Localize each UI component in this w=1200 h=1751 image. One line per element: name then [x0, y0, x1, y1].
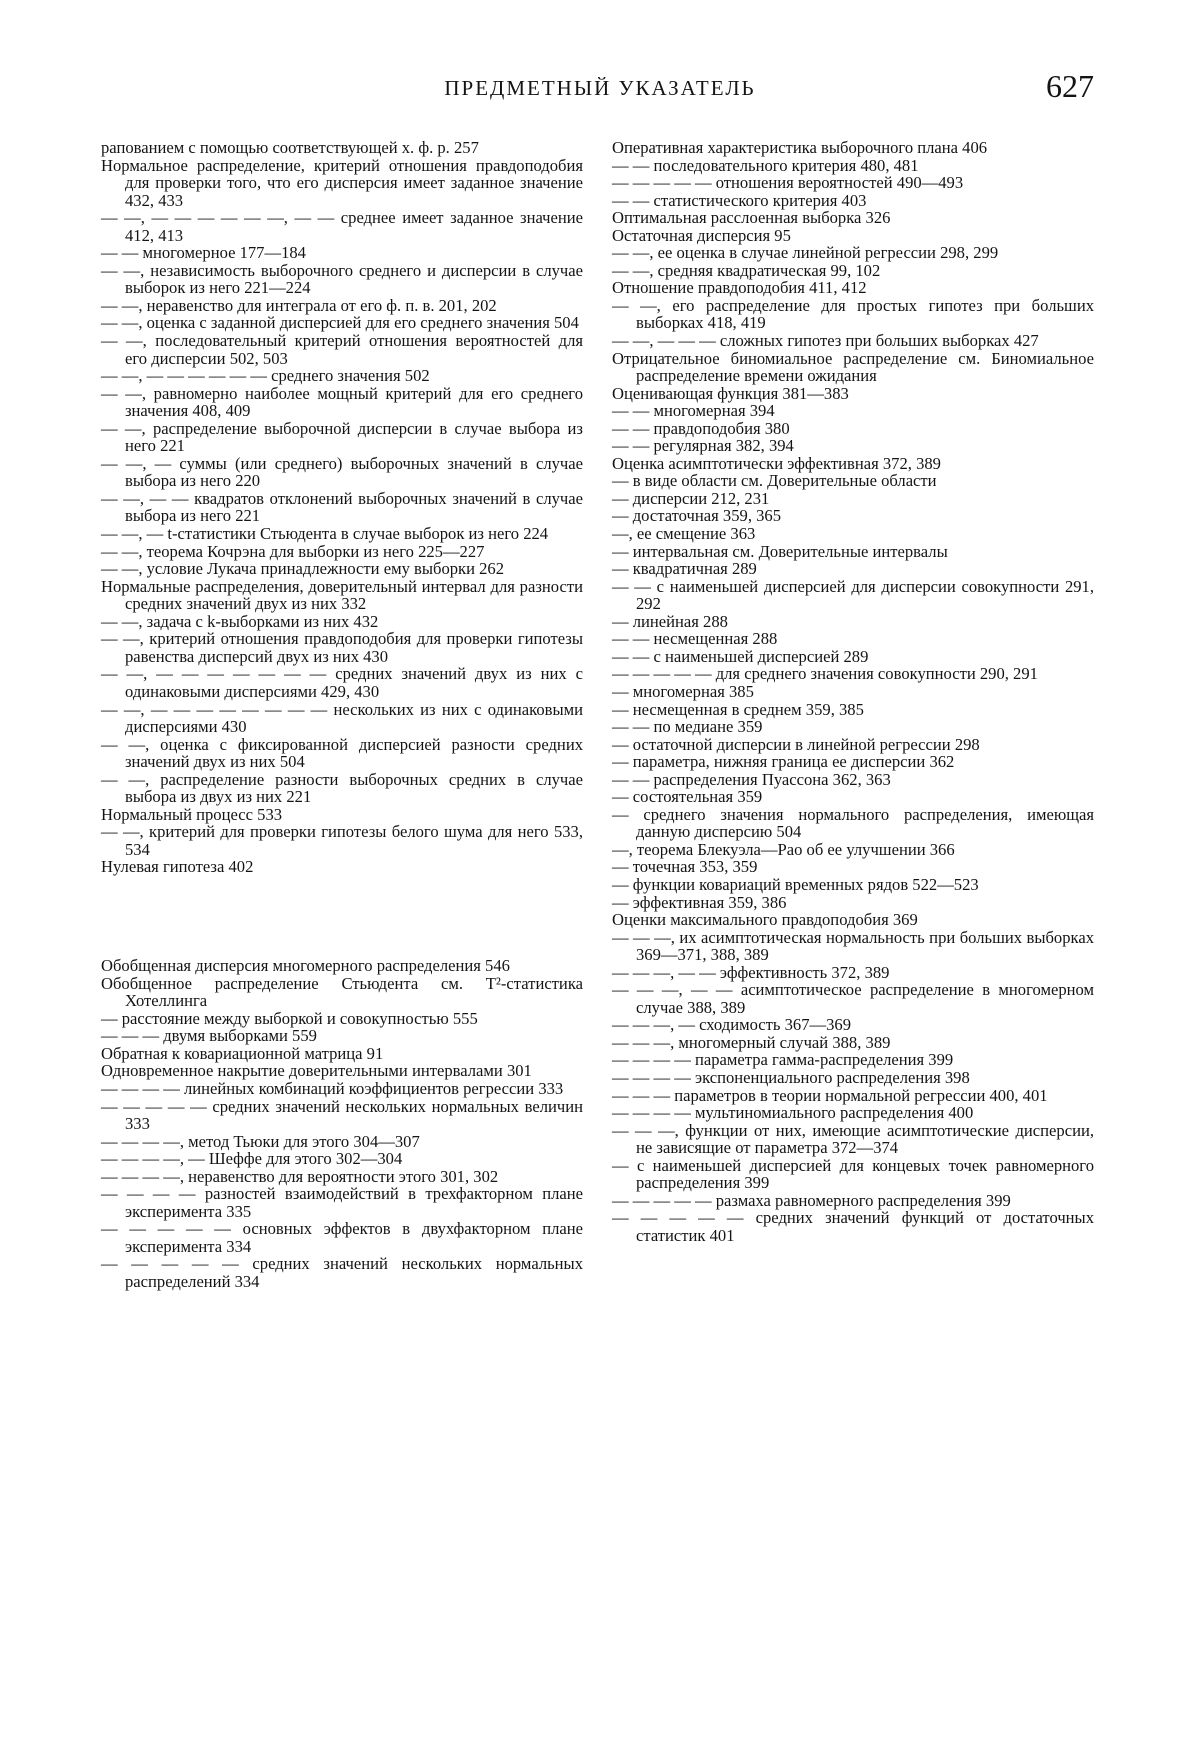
index-entry: — — —, — — асимптотическое распределение в многомерном случае 388, 389 — [612, 980, 1094, 1017]
index-entry: — —, равномерно наиболее мощный критерий для его среднего значения 408, 409 — [101, 383, 583, 421]
index-entry: — — — — — средних значений нескольких нормальных распределений 334 — [101, 1254, 583, 1291]
index-entry: — остаточной дисперсии в линейной регрессии 298 — [612, 734, 980, 754]
left-column — [101, 139, 583, 1291]
index-entry: — — — параметров в теории нормальной регрессии 400, 401 — [612, 1085, 1048, 1105]
index-entry: — — — — линейных комбинаций коэффициентов регрессии 333 — [101, 1078, 564, 1098]
index-entry: Нормальные распределения, доверительный интервал для разности средних значений двух из них 332 — [101, 576, 583, 614]
index-entry: Оценки максимального правдоподобия 369 — [612, 910, 918, 930]
index-entry: — —, последовательный критерий отношения вероятностей для его дисперсии 502, 503 — [101, 331, 583, 368]
index-entry: — — —, их асимптотическая нормальность при больших выборках 369—371, 388, 389 — [612, 927, 1094, 965]
index-entry: — в виде области см. Доверительные области — [612, 471, 937, 491]
index-entry: — — с наименьшей дисперсией 289 — [612, 646, 869, 666]
index-entry: — —, условие Лукача принадлежности ему выборки 262 — [101, 559, 505, 579]
index-entry: — —, распределение разности выборочных средних в случае выбора из двух из них 221 — [101, 769, 583, 807]
index-entry: Оперативная характеристика выборочного плана 406 — [612, 138, 988, 157]
index-entry: — достаточная 359, 365 — [612, 506, 782, 526]
index-entry: — — несмещенная 288 — [612, 629, 778, 649]
running-title: ПРЕДМЕТНЫЙ УКАЗАТЕЛЬ — [444, 76, 756, 100]
index-entry: — — —, многомерный случай 388, 389 — [612, 1032, 891, 1052]
index-entry: — эффективная 359, 386 — [612, 892, 787, 912]
index-entry: — — по медиане 359 — [612, 717, 763, 737]
index-entry: — — — — экспоненциального распределения 398 — [612, 1067, 970, 1087]
index-entry: — — — — — размаха равномерного распределения 399 — [612, 1190, 1011, 1210]
index-entry: — — последовательного критерия 480, 481 — [612, 155, 919, 175]
index-entry: — дисперсии 212, 231 — [612, 488, 770, 508]
index-entry: — —, — — — сложных гипотез при больших выборках 427 — [612, 331, 1039, 351]
index-entry: — — —, — сходимость 367—369 — [612, 1015, 851, 1035]
index-entry: — —, оценка с заданной дисперсией для его среднего значения 504 — [101, 313, 579, 333]
index-entry: Отрицательное биномиальное распределение см. Биномиальное распределение времени ожидания — [612, 348, 1094, 386]
index-entry: — — — — — для среднего значения совокупности 290, 291 — [612, 664, 1038, 684]
index-entry: — — — — — средних значений нескольких нормальных величин 333 — [101, 1096, 583, 1134]
index-entry: — среднего значения нормального распределения, имеющая данную дисперсию 504 — [612, 804, 1094, 842]
index-entry: Обратная к ковариационной матрица 91 — [101, 1043, 384, 1063]
index-entry: — функции ковариаций временных рядов 522—523 — [612, 874, 979, 894]
index-entry: — многомерная 385 — [612, 681, 754, 701]
index-entry: Остаточная дисперсия 95 — [612, 225, 791, 245]
index-entry: — —, задача с k-выборками из них 432 — [101, 611, 379, 631]
index-entry: — —, — суммы (или среднего) выборочных значений в случае выбора из него 220 — [101, 453, 583, 491]
index-entry: —, теорема Блекуэла—Рао об ее улучшении 366 — [612, 839, 955, 859]
index-entry: —, ее смещение 363 — [612, 524, 756, 544]
index-entry: — — — —, неравенство для вероятности этого 301, 302 — [101, 1166, 499, 1186]
index-entry: — — — — разностей взаимодействий в трехфакторном плане эксперимента 335 — [101, 1184, 583, 1221]
index-entry: — —, — — — — — — среднего значения 502 — [101, 366, 430, 386]
index-entry: Обобщенная дисперсия многомерного распределения 546 — [101, 956, 510, 976]
index-entry: — — —, функции от них, имеющие асимптотические дисперсии, не зависящие от параметра 372—374 — [612, 1120, 1094, 1158]
index-entry: Отношение правдоподобия 411, 412 — [612, 278, 867, 298]
index-entry: Нулевая гипотеза 402 — [101, 857, 254, 877]
index-entry: — — правдоподобия 380 — [612, 418, 790, 438]
page-header — [100, 68, 1100, 112]
index-entry: Обобщенное распределение Стьюдента см. T²-статистика Хотеллинга — [101, 973, 583, 1011]
index-entry: — —, — — квадратов отклонений выборочных значений в случае выбора из него 221 — [101, 488, 583, 526]
index-entry: — — статистического критерия 403 — [612, 190, 867, 210]
index-entry: — параметра, нижняя граница ее дисперсии 362 — [612, 752, 955, 772]
index-entry: — — — — — средних значений функций от достаточных статистик 401 — [612, 1208, 1094, 1245]
index-entry: — с наименьшей дисперсией для концевых точек равномерного распределения 399 — [612, 1155, 1094, 1193]
index-entry: Оценивающая функция 381—383 — [612, 383, 849, 403]
index-entry: — — — — параметра гамма-распределения 399 — [612, 1050, 954, 1070]
index-entry: — — распределения Пуассона 362, 363 — [612, 769, 891, 789]
index-entry: — — — — мультиномиального распределения 400 — [612, 1103, 974, 1123]
index-entry: — — регулярная 382, 394 — [612, 436, 794, 456]
page-number: 627 — [1046, 68, 1094, 104]
index-entry: — — — — — отношения вероятностей 490—493 — [612, 173, 964, 193]
index-entry: — линейная 288 — [612, 611, 728, 631]
index-entry: — — — — — основных эффектов в двухфакторном плане эксперимента 334 — [101, 1219, 583, 1256]
index-entry: — — — двумя выборками 559 — [101, 1026, 317, 1046]
index-entry: — —, ее оценка в случае линейной регрессии 298, 299 — [612, 243, 999, 263]
index-entry: — —, теорема Кочрэна для выборки из него 225—227 — [101, 541, 485, 561]
index-entry: — интервальная см. Доверительные интервалы — [612, 541, 948, 561]
index-entry: — —, — — — — — —, — — среднее имеет заданное значение 412, 413 — [101, 208, 583, 245]
section-break — [101, 893, 583, 941]
index-entry: — —, критерий отношения правдоподобия для проверки гипотезы равенства дисперсий двух из них 430 — [101, 629, 583, 666]
index-entry: — точечная 353, 359 — [612, 857, 758, 877]
index-entry: рапованием с помощью соответствующей х. ф. р. 257 — [101, 138, 479, 157]
index-entry: — несмещенная в среднем 359, 385 — [612, 699, 864, 719]
index-entry: Нормальный процесс 533 — [101, 804, 283, 824]
right-column — [612, 139, 1094, 1244]
index-entry: — — — —, метод Тьюки для этого 304—307 — [101, 1131, 420, 1151]
index-entry: — расстояние между выборкой и совокупностью 555 — [101, 1008, 478, 1028]
index-entry: — —, независимость выборочного среднего и дисперсии в случае выборок из него 221—224 — [101, 260, 583, 298]
index-entry: — —, — t-статистики Стьюдента в случае выборок из него 224 — [101, 524, 549, 544]
index-entry: — —, неравенство для интеграла от его ф. п. в. 201, 202 — [101, 295, 497, 315]
index-entry: — —, — — — — — — — средних значений двух из них с одинаковыми дисперсиями 429, 430 — [101, 664, 583, 701]
index-entry: — —, — — — — — — — — нескольких из них с одинаковыми дисперсиями 430 — [101, 699, 583, 737]
index-entry: Оптимальная расслоенная выборка 326 — [612, 208, 891, 228]
index-entry: Оценка асимптотически эффективная 372, 389 — [612, 453, 941, 473]
index-entry: — —, его распределение для простых гипотез при больших выборках 418, 419 — [612, 295, 1094, 333]
index-entry: — — —, — — эффективность 372, 389 — [612, 962, 890, 982]
index-entry: — состоятельная 359 — [612, 787, 763, 807]
index-entry: Нормальное распределение, критерий отношения правдоподобия для проверки того, что его дисперсия имеет заданное значение 432, 433 — [101, 155, 583, 210]
index-entry: — — с наименьшей дисперсией для дисперсии совокупности 291, 292 — [612, 576, 1094, 614]
index-entry: — —, критерий для проверки гипотезы белого шума для него 533, 534 — [101, 822, 583, 859]
index-entry: — квадратичная 289 — [612, 559, 757, 579]
index-entry: — —, распределение выборочной дисперсии в случае выбора из него 221 — [101, 418, 583, 456]
index-entry: — — многомерное 177—184 — [101, 243, 306, 263]
index-entry: Одновременное накрытие доверительными интервалами 301 — [101, 1061, 532, 1081]
index-entry: — —, оценка с фиксированной дисперсией разности средних значений двух из них 504 — [101, 734, 583, 772]
index-entry: — —, средняя квадратическая 99, 102 — [612, 260, 881, 280]
index-entry: — — многомерная 394 — [612, 401, 775, 421]
index-entry: — — — —, — Шеффе для этого 302—304 — [101, 1149, 403, 1169]
